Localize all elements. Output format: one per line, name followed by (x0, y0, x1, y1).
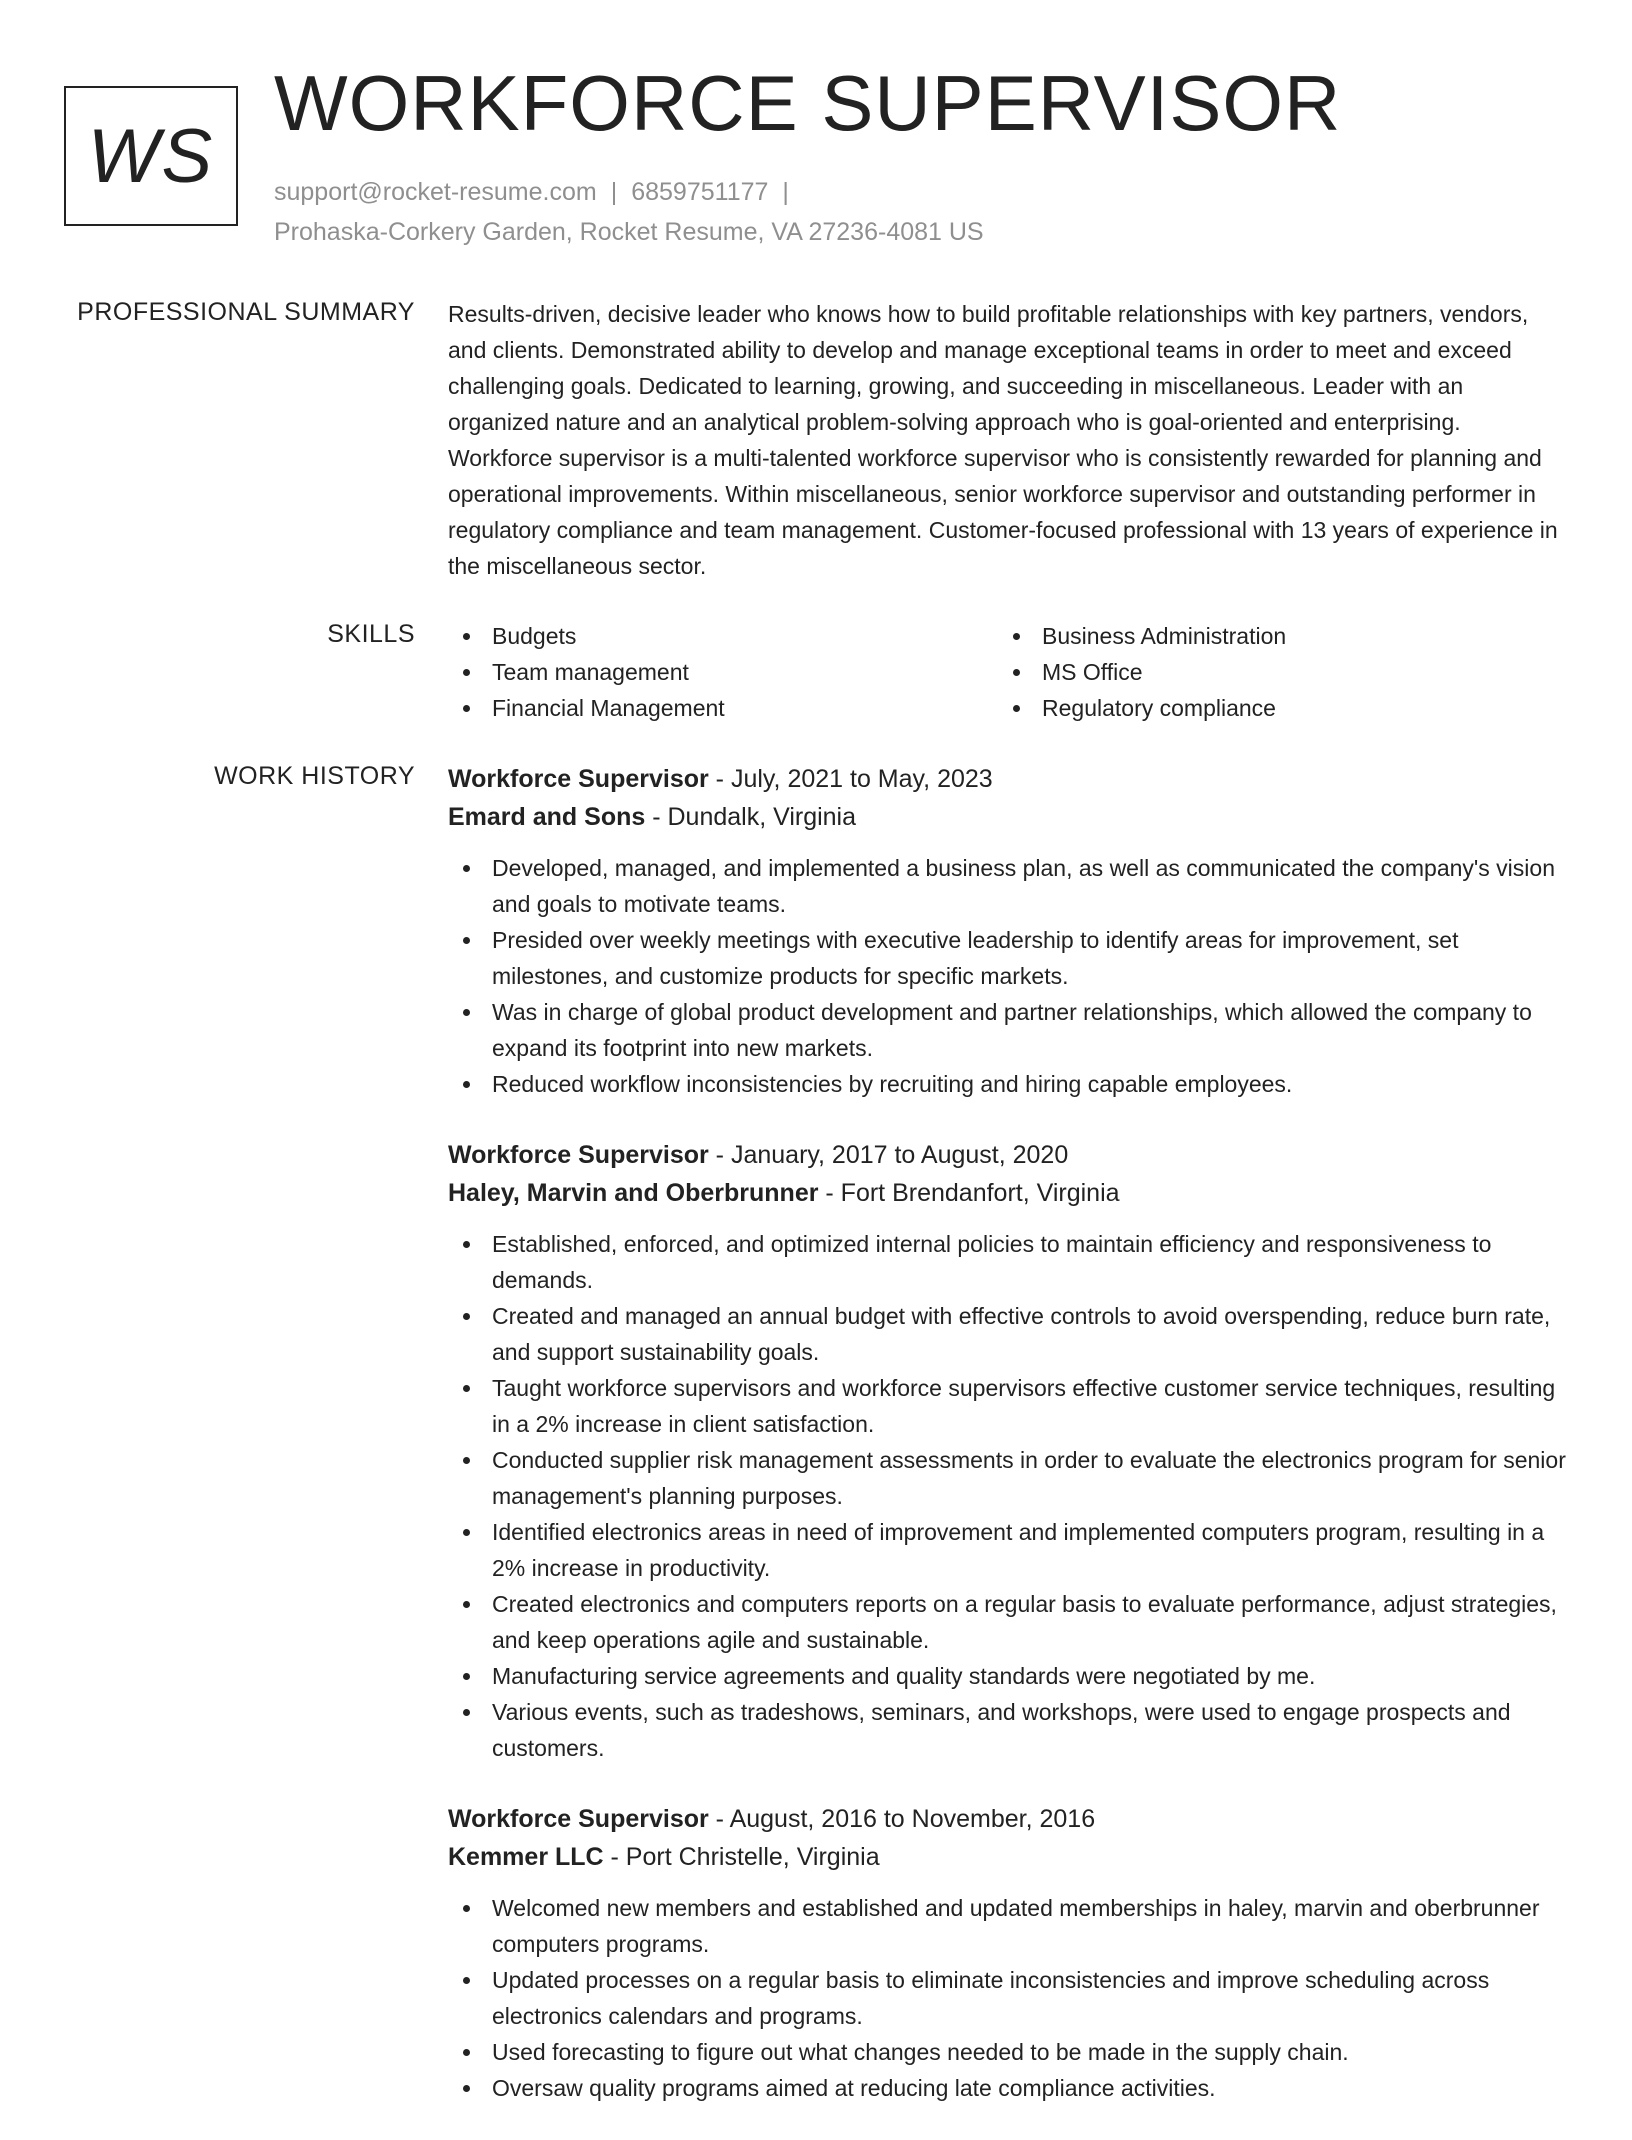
skill-item: Financial Management (448, 690, 998, 726)
email[interactable]: support@rocket-resume.com (274, 178, 597, 206)
job-title: Workforce Supervisor (448, 765, 709, 793)
job-title-line (448, 1800, 1568, 1838)
job-entry (448, 760, 1568, 1102)
job-bullet: Reduced workflow inconsistencies by recruiting and hiring capable employees. (448, 1066, 1568, 1102)
phone[interactable]: 6859751177 (631, 178, 769, 206)
skills-grid (448, 618, 1568, 726)
job-bullet: Conducted supplier risk management assessments in order to evaluate the electronics program for senior management's planning purposes. (448, 1442, 1568, 1514)
job-title-line (448, 1136, 1568, 1174)
job-entry (448, 1800, 1568, 2106)
job-company: Emard and Sons (448, 803, 646, 831)
resume-name: WORKFORCE SUPERVISOR (274, 59, 1342, 147)
skill-item: MS Office (998, 654, 1548, 690)
job-bullet: Used forecasting to figure out what changes needed to be made in the supply chain. (448, 2034, 1568, 2070)
job-location: - Port Christelle, Virginia (603, 1843, 880, 1871)
skill-item: Budgets (448, 618, 998, 654)
job-dates: - January, 2017 to August, 2020 (708, 1141, 1069, 1169)
job-dates: - July, 2021 to May, 2023 (708, 765, 993, 793)
address: Prohaska-Corkery Garden, Rocket Resume, VA 27236-4081 US (274, 218, 984, 246)
job-bullets (448, 1890, 1568, 2106)
job-bullet: Various events, such as tradeshows, seminars, and workshops, were used to engage prospects and customers. (448, 1694, 1568, 1766)
work-history-body (448, 760, 1568, 2140)
separator: | (610, 178, 618, 206)
skill-item: Regulatory compliance (998, 690, 1548, 726)
job-bullet: Created and managed an annual budget with effective controls to avoid overspending, reduce burn rate, and support sustainability goals. (448, 1298, 1568, 1370)
job-bullets (448, 1226, 1568, 1766)
job-location: - Dundalk, Virginia (645, 803, 857, 831)
job-bullet: Developed, managed, and implemented a business plan, as well as communicated the company's vision and goals to motivate teams. (448, 850, 1568, 922)
skills-column-right (998, 618, 1548, 726)
monogram-logo: WS (64, 86, 238, 226)
job-bullet: Was in charge of global product development and partner relationships, which allowed the company to expand its footprint into new markets. (448, 994, 1568, 1066)
contact-info (274, 172, 984, 252)
job-bullets (448, 850, 1568, 1102)
separator: | (782, 178, 789, 206)
summary-body (448, 296, 1568, 584)
job-bullet: Identified electronics areas in need of improvement and implemented computers program, resulting in a 2% increase in productivity. (448, 1514, 1568, 1586)
section-label: WORK HISTORY (214, 762, 415, 790)
job-bullet: Manufacturing service agreements and quality standards were negotiated by me. (448, 1658, 1568, 1694)
skill-item: Business Administration (998, 618, 1548, 654)
job-company: Haley, Marvin and Oberbrunner (448, 1179, 819, 1207)
skill-item: Team management (448, 654, 998, 690)
job-bullet: Presided over weekly meetings with executive leadership to identify areas for improvement, set milestones, and customize products for specific markets. (448, 922, 1568, 994)
job-bullet: Created electronics and computers reports on a regular basis to evaluate performance, adjust strategies, and keep operations agile and sustainable. (448, 1586, 1568, 1658)
contact-line-1 (274, 172, 984, 212)
job-company: Kemmer LLC (448, 1843, 604, 1871)
section-label: SKILLS (327, 620, 415, 648)
job-dates: - August, 2016 to November, 2016 (708, 1805, 1096, 1833)
job-bullet: Oversaw quality programs aimed at reducing late compliance activities. (448, 2070, 1568, 2106)
job-title: Workforce Supervisor (448, 1141, 709, 1169)
job-company-line (448, 1838, 1568, 1876)
job-bullet: Taught workforce supervisors and workforce supervisors effective customer service techniques, resulting in a 2% increase in client satisfaction. (448, 1370, 1568, 1442)
job-location: - Fort Brendanfort, Virginia (818, 1179, 1120, 1207)
job-company-line (448, 1174, 1568, 1212)
section-label: PROFESSIONAL SUMMARY (77, 298, 415, 326)
job-title: Workforce Supervisor (448, 1805, 709, 1833)
job-bullet: Established, enforced, and optimized internal policies to maintain efficiency and responsiveness to demands. (448, 1226, 1568, 1298)
job-company-line (448, 798, 1568, 836)
job-title-line (448, 760, 1568, 798)
skills-column-left (448, 618, 998, 726)
job-bullet: Updated processes on a regular basis to eliminate inconsistencies and improve scheduling across electronics calendars and programs. (448, 1962, 1568, 2034)
summary-text: Results-driven, decisive leader who knows how to build profitable relationships with key partners, vendors, and clients. Demonstrated ability to develop and manage exceptional teams in order to meet and exceed challenging goals. Dedicated to learning, growing, and succeeding in miscellaneous. Leader with an organized nature and an analytical problem-solving approach who is goal-oriented and enterprising. Workforce supervisor is a multi-talented workforce supervisor who is consistently rewarded for planning and operational improvements. Within miscellaneous, senior workforce supervisor and outstanding performer in regulatory compliance and team management. Customer-focused professional with 13 years of experience in the miscellaneous sector. (448, 301, 1558, 579)
job-entry (448, 1136, 1568, 1766)
job-bullet: Welcomed new members and established and updated memberships in haley, marvin and oberbrunner computers programs. (448, 1890, 1568, 1962)
